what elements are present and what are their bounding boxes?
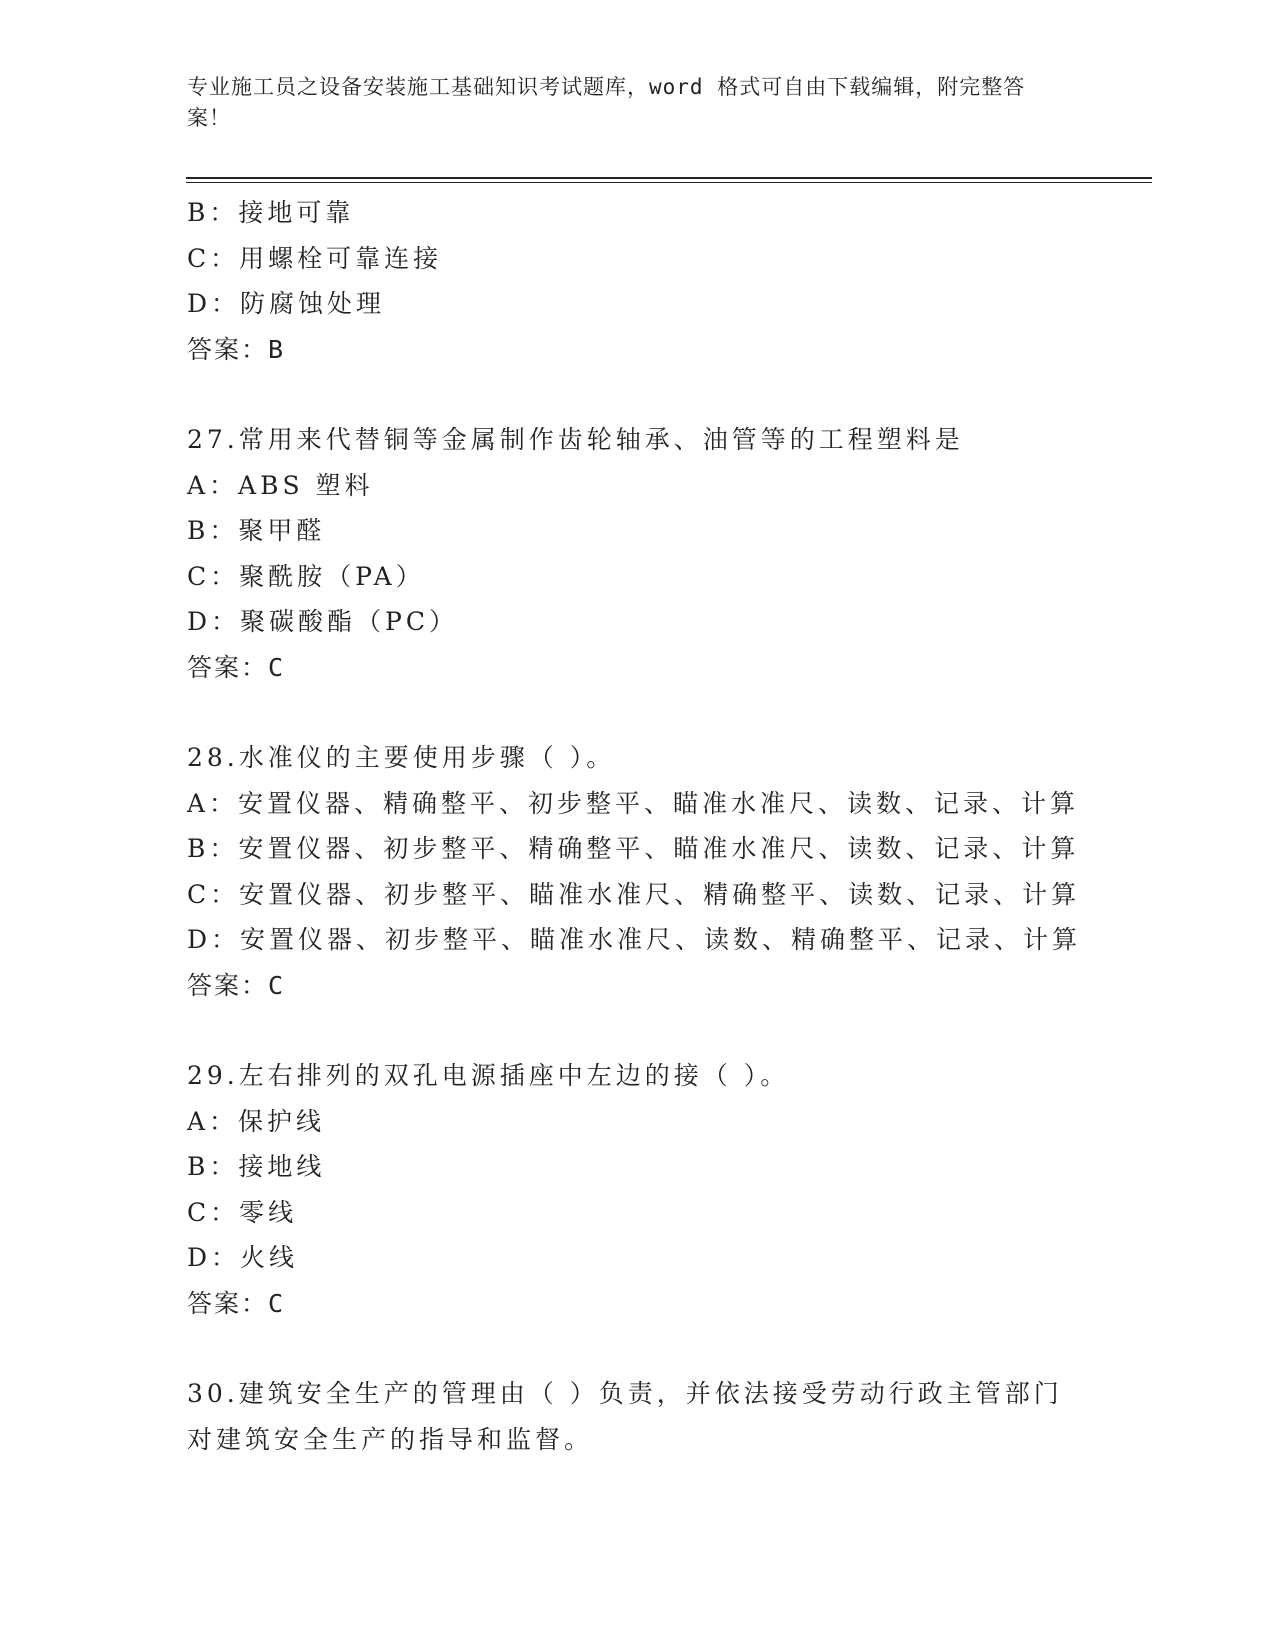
header-divider xyxy=(186,177,1152,179)
option-a: A：ABS 塑料 xyxy=(187,470,374,500)
answer-value: C xyxy=(268,652,286,682)
answer-label: 答案： xyxy=(187,1288,269,1318)
option-b: B：接地线 xyxy=(187,1152,326,1181)
option-c: C：零线 xyxy=(187,1197,298,1227)
option-b: B：安置仪器、初步整平、精确整平、瞄准水准尺、读数、记录、计算 xyxy=(187,834,1080,863)
answer-value: C xyxy=(268,1288,286,1318)
option-d: D：安置仪器、初步整平、瞄准水准尺、读数、精确整平、记录、计算 xyxy=(187,925,1082,954)
question-29 xyxy=(187,1053,1147,1326)
question-stem: 28.水准仪的主要使用步骤（ ）。 xyxy=(187,743,616,772)
question-stem: 27.常用来代替铜等金属制作齿轮轴承、油管等的工程塑料是 xyxy=(187,425,964,454)
option-d: D：火线 xyxy=(187,1243,299,1272)
option-c: C：安置仪器、初步整平、瞄准水准尺、精确整平、读数、记录、计算 xyxy=(187,879,1081,909)
answer-value: C xyxy=(268,970,286,1000)
option-d: D：防腐蚀处理 xyxy=(187,289,386,318)
answer-label: 答案： xyxy=(187,334,269,364)
question-27 xyxy=(187,417,1147,690)
question-28 xyxy=(187,735,1147,1008)
header-divider-thin xyxy=(186,182,1152,183)
option-b: B：聚甲醛 xyxy=(187,516,326,545)
option-b: B：接地可靠 xyxy=(187,198,355,227)
question-stem-line-2: 对建筑安全生产的指导和监督。 xyxy=(187,1424,594,1454)
answer-label: 答案： xyxy=(187,652,269,682)
option-c: C：聚酰胺（PA） xyxy=(187,561,425,591)
answer-line xyxy=(187,645,1147,691)
option-a: A：保护线 xyxy=(187,1106,326,1136)
answer-line xyxy=(187,963,1147,1009)
answer-label: 答案： xyxy=(187,970,269,1000)
question-30 xyxy=(187,1371,1147,1462)
document-header: 专业施工员之设备安装施工基础知识考试题库，word 格式可自由下载编辑，附完整答案！ xyxy=(187,75,1026,130)
option-d: D：聚碳酸酯（PC） xyxy=(187,607,458,636)
question-list xyxy=(187,190,1147,1462)
continued-question xyxy=(187,190,1147,372)
option-a: A：安置仪器、精确整平、初步整平、瞄准水准尺、读数、记录、计算 xyxy=(187,788,1080,818)
answer-line xyxy=(187,327,1147,373)
answer-line xyxy=(187,1281,1147,1327)
question-stem: 29.左右排列的双孔电源插座中左边的接（ ）。 xyxy=(187,1061,790,1090)
answer-value: B xyxy=(268,334,286,364)
option-c: C：用螺栓可靠连接 xyxy=(187,243,443,273)
question-stem-line-1: 30.建筑安全生产的管理由（ ）负责，并依法接受劳动行政主管部门 xyxy=(187,1379,1063,1408)
